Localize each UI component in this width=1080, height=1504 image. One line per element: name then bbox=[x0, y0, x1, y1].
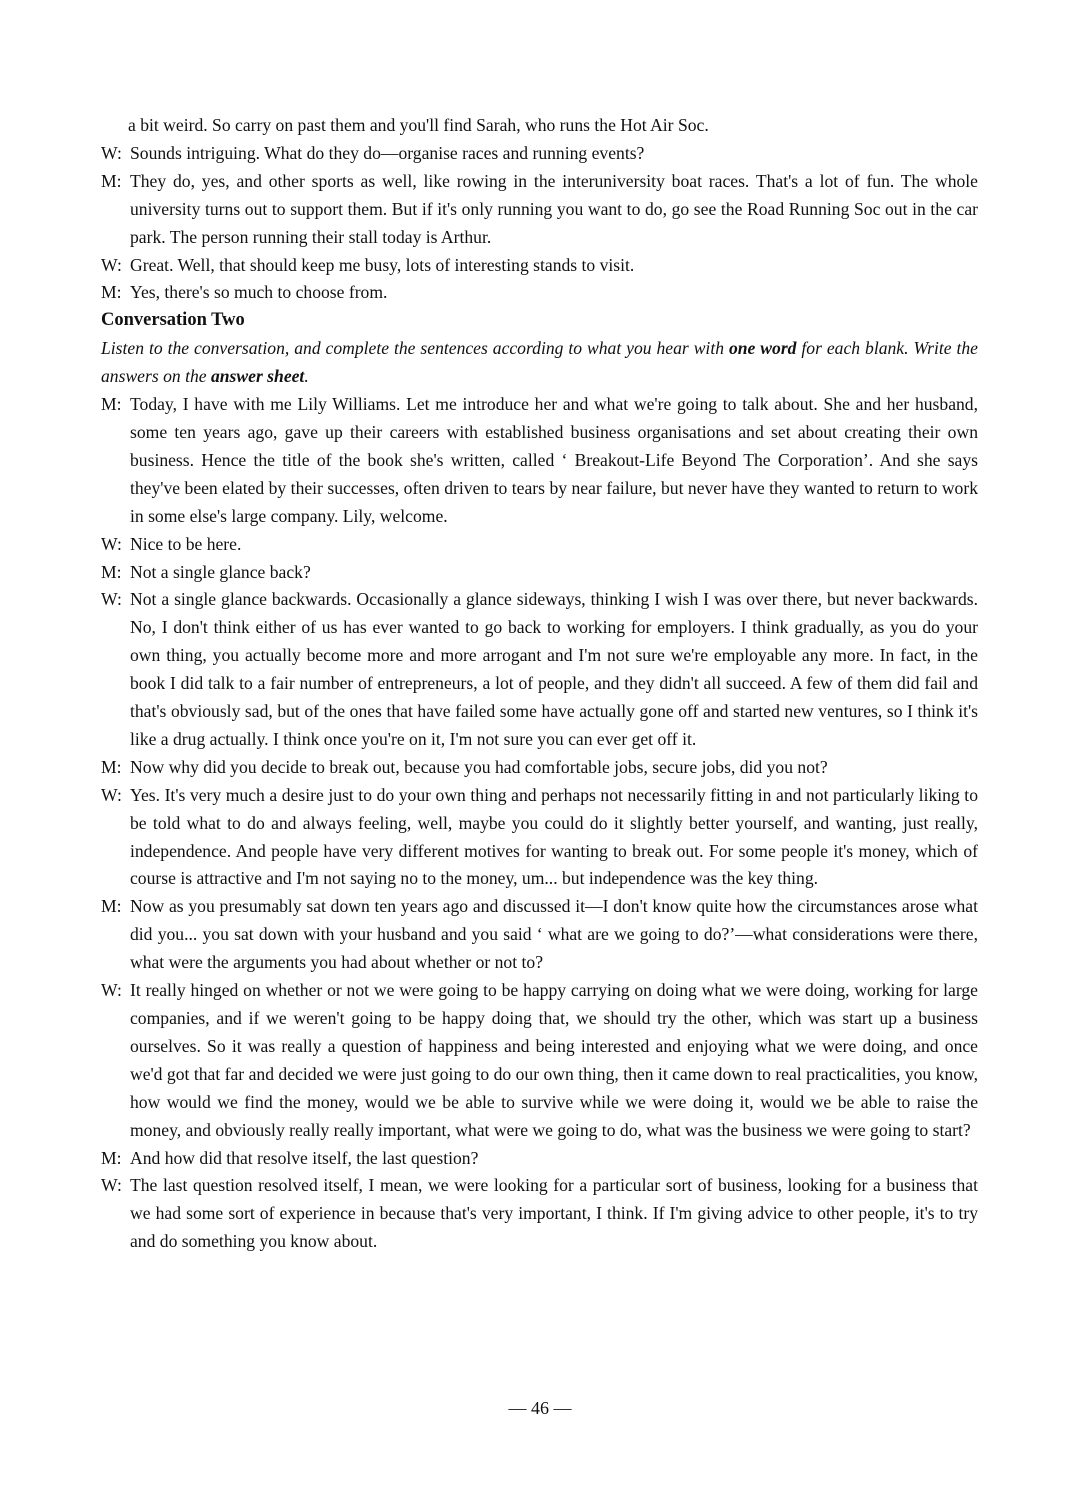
instruction-text bbox=[101, 335, 978, 391]
dialogue-turn bbox=[101, 1172, 978, 1256]
instruction-bold-answer-sheet: answer sheet bbox=[210, 366, 305, 387]
speaker-label: W: bbox=[101, 1175, 122, 1196]
speaker-label: W: bbox=[101, 589, 122, 610]
dialogue-turn bbox=[101, 531, 978, 559]
speaker-label: M: bbox=[101, 756, 122, 777]
dialogue-turn bbox=[101, 754, 978, 782]
dialogue-turn bbox=[101, 977, 978, 1144]
speaker-label: M: bbox=[101, 282, 122, 303]
dialogue-turn bbox=[101, 782, 978, 894]
dialogue-part-two bbox=[101, 391, 978, 1256]
utterance-text: And how did that resolve itself, the last question? bbox=[130, 1147, 479, 1168]
continued-line: a bit weird. So carry on past them and you'll find Sarah, who runs the Hot Air Soc. bbox=[128, 115, 709, 135]
utterance-text: It really hinged on whether or not we were going to be happy carrying on doing what we were doing, working for large companies, and if we weren't going to be happy doing that, we should try the other, which was start up a business ourselves. So it was really a question of happiness and being interested and enjoying what we were doing, and once we'd got that far and decided we were just going to do our own thing, then it came down to real practicalities, you know, how would we find the money, would we be able to survive while we were doing it, would we be able to raise the money, and obviously really really important, what were we going to do, what was the business we were going to start? bbox=[130, 980, 978, 1140]
dialogue-turn bbox=[101, 893, 978, 977]
speaker-label: W: bbox=[101, 533, 122, 554]
speaker-label: W: bbox=[101, 784, 122, 805]
speaker-label: M: bbox=[101, 394, 122, 415]
dialogue-turn bbox=[101, 586, 978, 753]
utterance-text: Now why did you decide to break out, because you had comfortable jobs, secure jobs, did you not? bbox=[130, 756, 828, 777]
speaker-label: M: bbox=[101, 1147, 122, 1168]
dialogue-turn bbox=[101, 391, 978, 531]
dialogue-turn bbox=[101, 140, 978, 168]
instruction-bold-one-word: one word bbox=[728, 338, 797, 359]
utterance-text: Great. Well, that should keep me busy, lots of interesting stands to visit. bbox=[130, 254, 635, 275]
speaker-label: W: bbox=[101, 142, 122, 163]
dialogue-turn bbox=[101, 252, 978, 280]
utterance-text: Nice to be here. bbox=[130, 533, 242, 554]
utterance-text: They do, yes, and other sports as well, like rowing in the interuniversity boat races. That's a lot of fun. The whole university turns out to support them. But if it's only running you want to do, go see the Road Running Soc out in the car park. The person running their stall today is Arthur. bbox=[130, 170, 978, 247]
speaker-label: M: bbox=[101, 170, 122, 191]
utterance-text: The last question resolved itself, I mean, we were looking for a particular sort of business, looking for a business that we had some sort of experience in because that's very important, I think. If I'm giving advice to other people, it's to try and do something you know about. bbox=[130, 1175, 978, 1252]
utterance-text: Sounds intriguing. What do they do—organise races and running events? bbox=[130, 142, 645, 163]
instruction-part1: Listen to the conversation, and complete the sentences according to what you hear with bbox=[101, 338, 729, 359]
speaker-label: M: bbox=[101, 896, 122, 917]
instruction-part2: for each blank. Write the answers on the bbox=[101, 338, 978, 387]
speaker-label: W: bbox=[101, 980, 122, 1001]
dialogue-turn bbox=[101, 559, 978, 587]
dialogue-turn bbox=[101, 168, 978, 252]
dialogue-part-one bbox=[101, 140, 978, 307]
transcript-page bbox=[101, 112, 978, 1256]
utterance-text: Not a single glance back? bbox=[130, 561, 311, 582]
speaker-label: M: bbox=[101, 561, 122, 582]
page-number: — 46 — bbox=[508, 1398, 572, 1418]
utterance-text: Not a single glance backwards. Occasionally a glance sideways, thinking I wish I was over there, but never backwards. No, I don't think either of us has ever wanted to go back to working for employers. I think gradually, as you do your own thing, you actually become more and more arrogant and I'm not sure we're employable any more. In fact, in the book I did talk to a fair number of entrepreneurs, a lot of people, and they didn't all succeed. A few of them did fail and that's obviously sad, but of the ones that have failed some have actually gone off and started new ventures, so I think it's like a drug actually. I think once you're on it, I'm not sure you can ever get off it. bbox=[130, 589, 978, 749]
utterance-text: Yes. It's very much a desire just to do your own thing and perhaps not necessarily fitting in and not particularly liking to be told what to do and always feeling, well, maybe you could do it slightly better yourself, and wanting, just really, independence. And people have very different motives for wanting to break out. For some people it's money, which of course is attractive and I'm not saying no to the money, um... but independence was the key thing. bbox=[130, 784, 978, 889]
utterance-text: Now as you presumably sat down ten years ago and discussed it—I don't know quite how the circumstances arose what did you... you sat down with your husband and you said ‘ what are we going to do?’—what considerations were there, what were the arguments you had about whether or not to? bbox=[130, 896, 978, 973]
dialogue-turn bbox=[101, 279, 978, 307]
dialogue-turn bbox=[101, 1145, 978, 1173]
section-title: Conversation Two bbox=[101, 310, 245, 331]
instruction-part3: . bbox=[304, 366, 309, 387]
utterance-text: Today, I have with me Lily Williams. Let me introduce her and what we're going to talk about. She and her husband, some ten years ago, gave up their careers with established business organisations and set about creating their own business. Hence the title of the book she's written, called ‘ Breakout-Life Beyond The Corporation’. And she says they've been elated by their successes, often driven to tears by near failure, but never have they wanted to return to work in some else's large company. Lily, welcome. bbox=[130, 394, 978, 526]
utterance-text: Yes, there's so much to choose from. bbox=[130, 282, 388, 303]
speaker-label: W: bbox=[101, 254, 122, 275]
